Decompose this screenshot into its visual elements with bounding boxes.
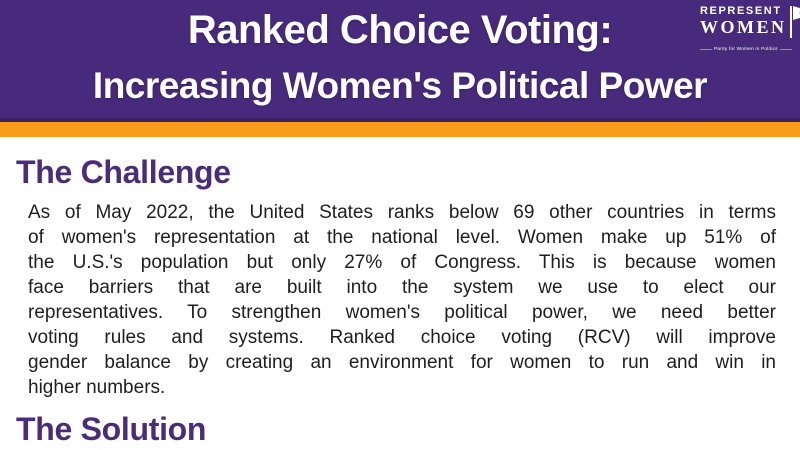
challenge-heading: The Challenge <box>16 154 231 190</box>
orange-divider <box>0 122 800 137</box>
logo-represent-text: REPRESENT <box>700 5 782 17</box>
paragraph-line: of women's representation at the national level. Women make up 51% of <box>28 227 776 248</box>
logo-women-text: WOMEN <box>700 17 787 37</box>
paragraph-line: the U.S.'s population but only 27% of Congress. This is because women <box>28 252 776 273</box>
paragraph-line: representatives. To strengthen women's political power, we need better <box>28 302 776 323</box>
flag-icon <box>788 5 800 44</box>
page-title: Ranked Choice Voting: <box>187 8 613 52</box>
representwomen-logo <box>700 5 792 52</box>
challenge-paragraph <box>28 200 776 400</box>
flyer-body <box>0 155 800 447</box>
paragraph-line: face barriers that are built into the system we use to elect our <box>28 277 776 298</box>
page-subtitle: Increasing Women's Political Power <box>92 65 708 106</box>
paragraph-line: As of May 2022, the United States ranks below 69 other countries in terms <box>28 202 776 223</box>
paragraph-line: gender balance by creating an environment for women to run and win in <box>28 352 776 373</box>
logo-wordmark <box>700 5 792 44</box>
solution-heading: The Solution <box>16 411 207 447</box>
paragraph-line: voting rules and systems. Ranked choice voting (RCV) will improve <box>28 327 776 348</box>
header-band <box>0 0 800 122</box>
logo-tagline <box>700 47 792 52</box>
paragraph-line: higher numbers. <box>28 377 166 398</box>
logo-tagline-text: Parity for Women in Politics <box>714 46 778 52</box>
